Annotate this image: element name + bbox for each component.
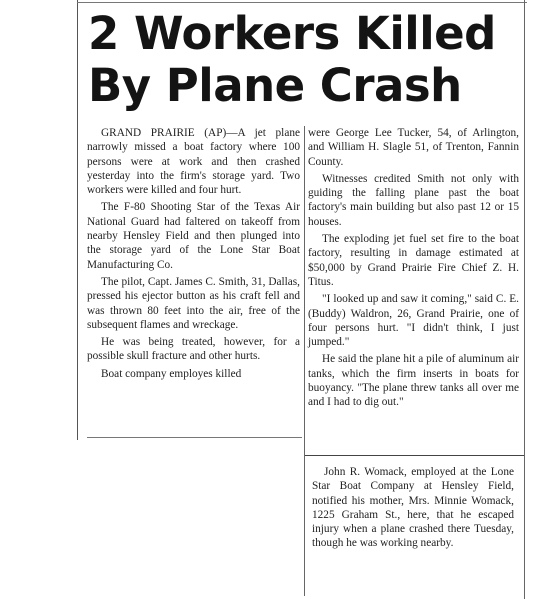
paragraph: "I looked up and saw it coming," said C. E. (Buddy) Waldron, 26, Grand Prairie, one of four persons hurt. "I didn't think, I just jumped.": [308, 293, 519, 349]
paragraph: The pilot, Capt. James C. Smith, 31, Dallas, pressed his ejector button as his craft fell and was thrown 80 feet into the air, free of the subsequent flames and wreckage.: [87, 275, 300, 331]
article-column-1: [87, 126, 300, 384]
column-divider: [304, 126, 305, 596]
clipping-edge-top: [77, 2, 527, 3]
paragraph: were George Lee Tucker, 54, of Arlington, and William H. Slagle 51, of Trenton, Fannin County.: [308, 127, 519, 168]
column-bottom-rule: [87, 437, 302, 438]
paragraph: Witnesses credited Smith not only with guiding the falling plane past the boat factory's main building but also past 12 or 15 houses.: [308, 172, 519, 228]
paragraph: The F-80 Shooting Star of the Texas Air National Guard had faltered on takeoff from nearby Hensley Field and then plunged into the storage yard of the Lone Star Boat Manufacturing Co.: [87, 201, 300, 271]
paragraph: Boat company employes killed: [101, 367, 242, 380]
side-news-item: [312, 465, 514, 554]
paragraph: The exploding jet fuel set fire to the boat factory, resulting in damage estimated at $50,000 by Grand Prairie Fire Chief Z. H. Titus.: [308, 233, 519, 288]
paragraph: John R. Womack, employed at the Lone Star Boat Company at Hensley Field, notified his mother, Mrs. Minnie Womack, 1225 Graham St., here, that he escaped injury when a plane crashed there Tuesday, though he was working nearby.: [312, 466, 514, 550]
clipping-edge-right: [524, 0, 525, 599]
headline-line-2: By Plane Crash: [88, 59, 462, 112]
paragraph: GRAND PRAIRIE (AP)—A jet plane narrowly missed a boat factory where 100 persons were at work and then crashed yesterday into the firm's storage yard. Two workers were killed and four hurt.: [87, 127, 300, 197]
headline-line-1: 2 Workers Killed: [88, 7, 496, 60]
headline: [88, 8, 518, 112]
article-column-2: [308, 126, 519, 413]
article-separator: [305, 455, 524, 456]
paragraph: He said the plane hit a pile of aluminum air tanks, which the firm inserts in boats for buoyancy. "The plane threw tanks all over me and I had to dig out.": [308, 353, 519, 409]
clipping-edge-left: [77, 0, 78, 440]
paragraph: He was being treated, however, for a possible skull fracture and other hurts.: [87, 336, 300, 363]
